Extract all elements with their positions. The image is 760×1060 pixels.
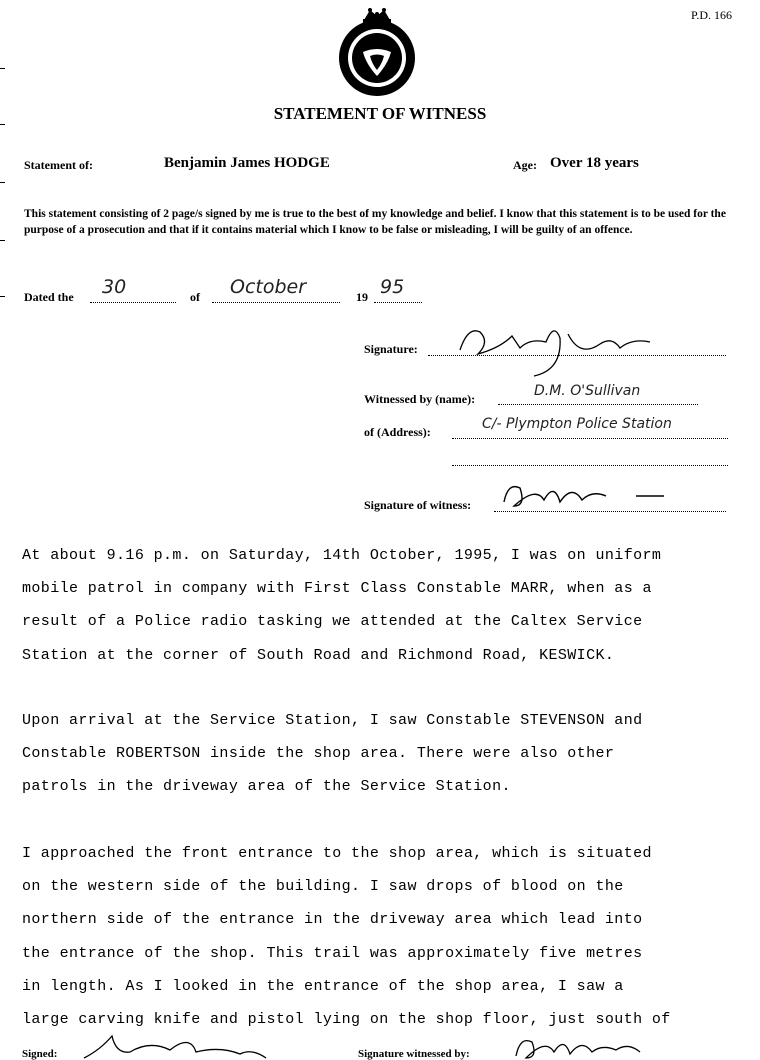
witnessed-by-value: D.M. O'Sullivan [534, 383, 641, 399]
age-value: Over 18 years [550, 155, 639, 171]
margin-mark [0, 124, 5, 125]
day-value: 30 [102, 276, 127, 298]
footer-witness-signature-scribble [510, 1030, 650, 1059]
body-paragraph-1: At about 9.16 p.m. on Saturday, 14th October, 1995, I was on uniform mobile patrol in company with First Class Constable MARR, when as a result of a Police radio tasking we attended at the Caltex Service Station at the corner of South Road and Richmond Road, KESWICK. [22, 547, 662, 664]
witness-signature-scribble [450, 318, 660, 380]
witnessed-by-field [498, 383, 698, 405]
signature-label: Signature: [364, 342, 418, 356]
margin-mark [0, 240, 5, 241]
witness-signature-label: Signature of witness: [364, 498, 472, 512]
month-field [212, 276, 340, 303]
witnessed-by-label: Witnessed by (name): [364, 392, 476, 406]
signature-witnessed-label: Signature witnessed by: [358, 1048, 470, 1060]
page-title: STATEMENT OF WITNESS [273, 104, 487, 123]
margin-mark [0, 68, 5, 69]
day-field [90, 276, 176, 303]
margin-mark [0, 182, 5, 183]
year-field [374, 276, 422, 303]
police-crest-icon [330, 6, 424, 100]
footer-signature-scribble [80, 1030, 280, 1059]
form-reference: P.D. 166 [690, 8, 732, 22]
margin-mark [0, 296, 5, 297]
address-value: C/- Plympton Police Station [482, 416, 672, 432]
declaration-text: This statement consisting of 2 page/s signed by me is true to the best of my knowledge and belief. I know that this statement is to be used for the purpose of a prosecution and that if it contains material which I know to be false or misleading, I will be guilty of an offence. [24, 208, 726, 237]
month-value: October [230, 276, 307, 298]
century-label: 19 [356, 290, 368, 304]
of-label: of [190, 290, 200, 304]
signed-label: Signed: [22, 1048, 58, 1060]
body-paragraph-3: I approached the front entrance to the shop area, which is situated on the western side of the building. I saw drops of blood on the northern side of the entrance in the driveway area which lead into the entrance of the shop. This trail was approximately five metres in length. As I looked in the entrance of the shop area, I saw a large carving knife and pistol lying on the shop floor, just south of [22, 845, 671, 1029]
address-label: of (Address): [364, 425, 431, 439]
statement-of-label: Statement of: [24, 158, 93, 172]
address-line-2 [452, 450, 728, 466]
officer-signature-scribble [496, 476, 676, 516]
year-value: 95 [380, 276, 405, 298]
age-label: Age: [513, 158, 537, 172]
dated-label: Dated the [24, 290, 74, 304]
witness-name: Benjamin James HODGE [164, 155, 330, 171]
address-field [452, 418, 728, 439]
body-paragraph-2: Upon arrival at the Service Station, I saw Constable STEVENSON and Constable ROBERTSON inside the shop area. There were also other patrols in the driveway area of the Service Station. [22, 712, 643, 796]
